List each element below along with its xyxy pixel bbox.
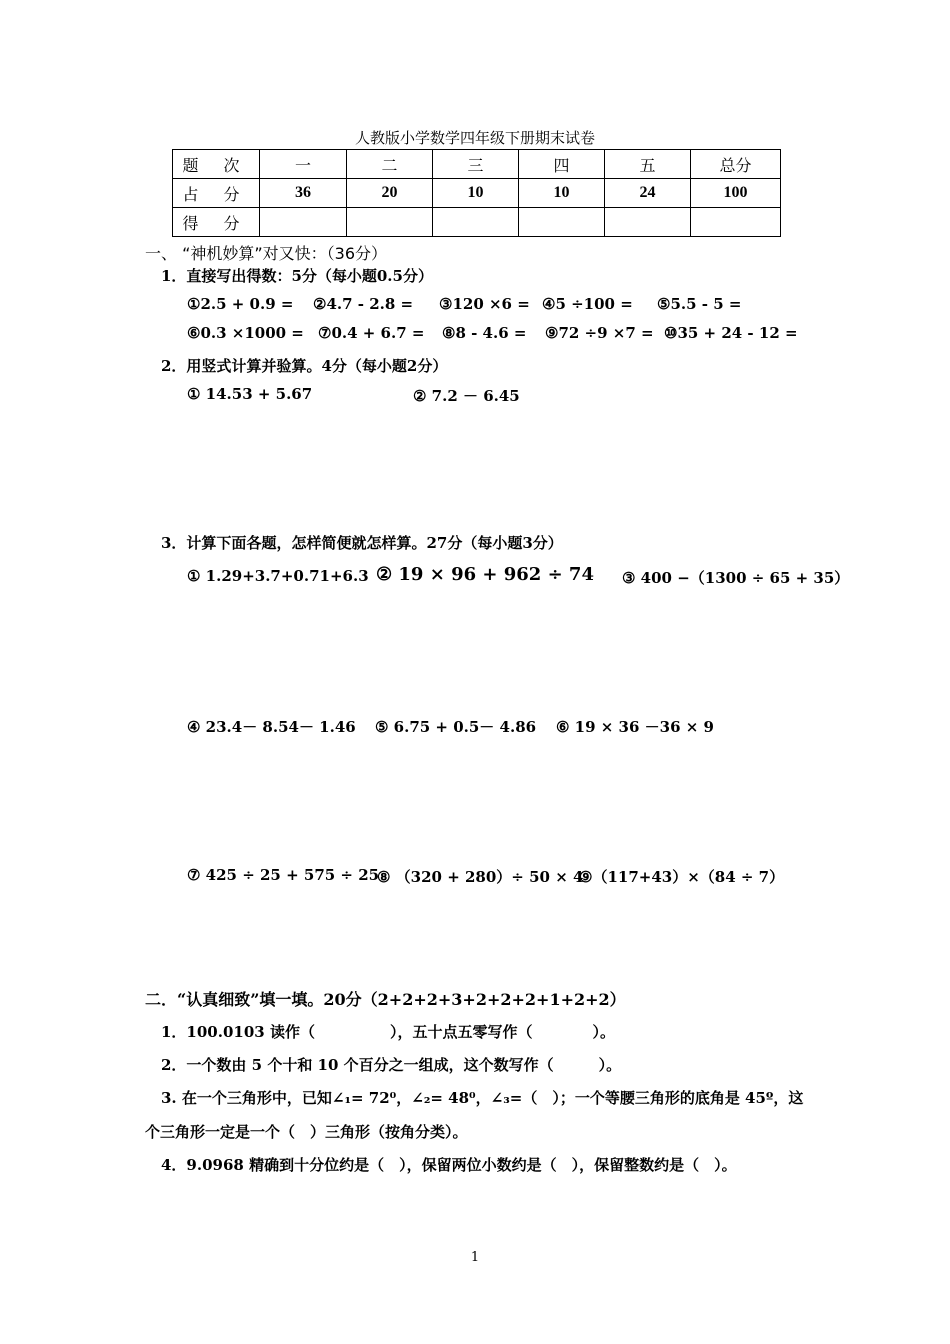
fill-item: 个三角形一定是一个（ ）三角形（按角分类）。 <box>145 1123 468 1141</box>
fill-item: 1．100.0103 读作（ ），五十点五零写作（ ）。 <box>161 1023 615 1041</box>
score-cell[interactable] <box>691 208 781 237</box>
oral-item: ⑦0.4 + 6.7 = <box>318 324 425 342</box>
fill-item: 2．一个数由 5 个十和 10 个百分之一组成，这个数写作（ ）。 <box>161 1056 622 1074</box>
oral-item: ⑨72 ÷9 ×7 = <box>545 324 654 342</box>
calc-item: ① 1.29+3.7+0.71+6.3 <box>187 567 369 585</box>
oral-item: ⑤5.5 - 5 = <box>657 295 742 313</box>
table-header-cell: 五 <box>605 150 691 179</box>
table-header-cell: 二 <box>347 150 433 179</box>
score-label: 得 分 <box>173 208 260 237</box>
calc-item: ⑧ （320 + 280）÷ 50 × 4 <box>377 868 584 886</box>
oral-item: ⑥0.3 ×1000 = <box>187 324 304 342</box>
points-cell: 10 <box>433 179 519 208</box>
table-row <box>173 208 781 237</box>
points-cell: 24 <box>605 179 691 208</box>
calc-item: ⑦ 425 ÷ 25 + 575 ÷ 25 <box>187 866 380 884</box>
table-header-cell: 四 <box>519 150 605 179</box>
fill-item: 4．9.0968 精确到十分位约是（ ），保留两位小数约是（ ），保留整数约是（ ）。 <box>161 1156 737 1174</box>
table-row <box>173 150 781 179</box>
points-label: 占 分 <box>173 179 260 208</box>
table-header-cell: 一 <box>260 150 347 179</box>
oral-item: ⑩35 + 24 - 12 = <box>664 324 798 342</box>
calc-item: ⑥ 19 × 36 －36 × 9 <box>556 718 714 736</box>
score-cell[interactable] <box>605 208 691 237</box>
table-row <box>173 179 781 208</box>
question-1-label: 1．直接写出得数：5分（每小题0.5分） <box>161 267 433 285</box>
score-table <box>172 149 781 237</box>
points-cell: 10 <box>519 179 605 208</box>
oral-item: ⑧8 - 4.6 = <box>442 324 527 342</box>
points-cell: 20 <box>347 179 433 208</box>
score-cell[interactable] <box>260 208 347 237</box>
question-2-label: 2．用竖式计算并验算。4分（每小题2分） <box>161 357 448 375</box>
oral-item: ②4.7 - 2.8 = <box>313 295 414 313</box>
calc-item: ④ 23.4－ 8.54－ 1.46 <box>187 718 356 736</box>
oral-item: ③120 ×6 = <box>439 295 530 313</box>
section-1-heading: 一、 “神机妙算”对又快：（36分） <box>145 244 388 263</box>
fill-item: 3. 在一个三角形中，已知∠₁= 72⁰，∠₂= 48⁰，∠₃=（ ）；一个等腰三角形的底角是 45º，这 <box>161 1089 804 1107</box>
calc-item: ② 19 × 96 + 962 ÷ 74 <box>376 564 594 585</box>
points-cell: 36 <box>260 179 347 208</box>
section-2-heading: 二．“认真细致”填一填。20分（2+2+2+3+2+2+2+1+2+2） <box>145 990 626 1009</box>
table-header-cell: 题 次 <box>173 150 260 179</box>
score-cell[interactable] <box>433 208 519 237</box>
points-cell: 100 <box>691 179 781 208</box>
calc-item: ⑨（117+43）×（84 ÷ 7） <box>579 868 785 886</box>
exam-title: 人教版小学数学四年级下册期末试卷 <box>354 129 595 147</box>
score-cell[interactable] <box>347 208 433 237</box>
table-header-cell: 总分 <box>691 150 781 179</box>
question-3-label: 3．计算下面各题，怎样简便就怎样算。27分（每小题3分） <box>161 534 563 552</box>
table-header-cell: 三 <box>433 150 519 179</box>
calc-item: ③ 400 −（1300 ÷ 65 + 35） <box>622 569 850 587</box>
oral-item: ①2.5 + 0.9 = <box>187 295 294 313</box>
score-cell[interactable] <box>519 208 605 237</box>
vertical-calc-item: ① 14.53 + 5.67 <box>187 385 313 403</box>
page-number: 1 <box>470 1250 480 1265</box>
oral-item: ④5 ÷100 = <box>542 295 633 313</box>
calc-item: ⑤ 6.75 + 0.5－ 4.86 <box>375 718 537 736</box>
vertical-calc-item: ② 7.2 － 6.45 <box>413 387 520 405</box>
